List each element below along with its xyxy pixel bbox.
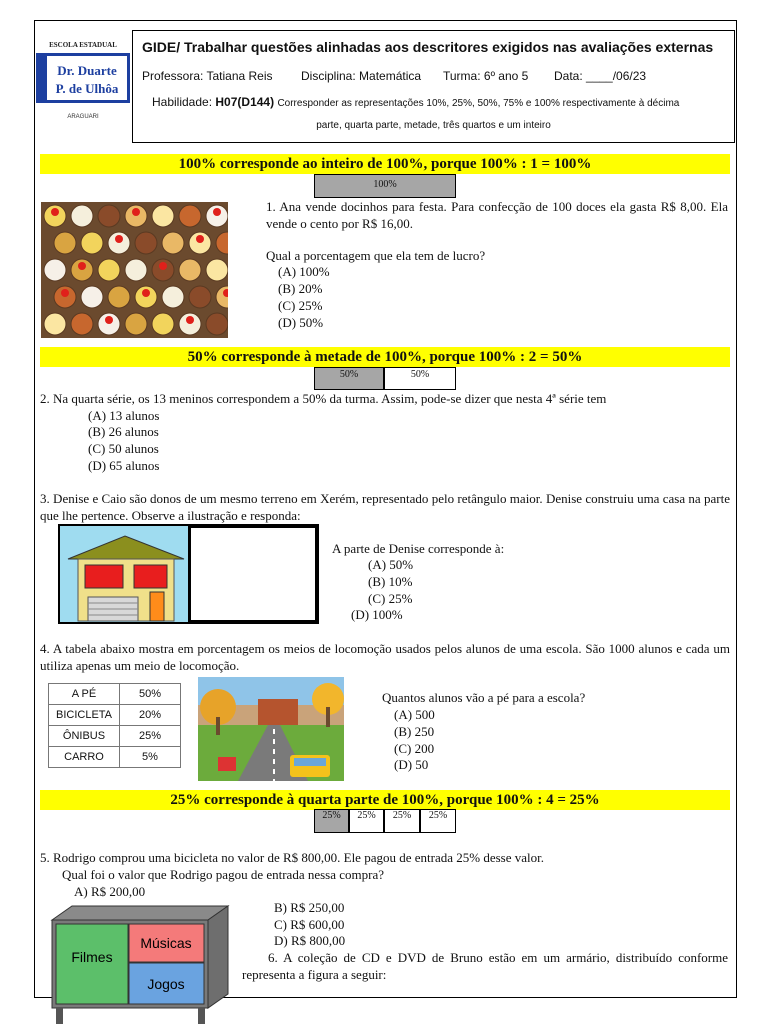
q2-option-a: (A) 13 alunos xyxy=(88,408,160,423)
q5-option-d: D) R$ 800,00 xyxy=(274,933,346,948)
transport-percent-cell: 50% xyxy=(120,684,181,705)
q5-option-c: C) R$ 600,00 xyxy=(274,917,345,932)
q1-question: Qual a porcentagem que ela tem de lucro? xyxy=(266,248,486,263)
q5-option-a: A) R$ 200,00 xyxy=(74,884,146,899)
transport-mode-cell: BICICLETA xyxy=(49,705,120,726)
q3-option-b: (B) 10% xyxy=(368,574,413,589)
section-heading-25: 25% corresponde à quarta parte de 100%, porque 100% : 4 = 25% xyxy=(40,790,730,810)
q4-option-a: (A) 500 xyxy=(394,707,435,722)
class-label: Turma: 6º ano 5 xyxy=(443,69,529,83)
sweets-image xyxy=(41,202,228,338)
school-logo xyxy=(35,38,131,123)
q5-text: 5. Rodrigo comprou uma bicicleta no valor de R$ 800,00. Ele pagou de entrada 25% desse valor. xyxy=(40,850,544,865)
transport-table xyxy=(48,683,181,768)
q3-option-d: (D) 100% xyxy=(351,607,403,622)
bar-50-left: 50% xyxy=(314,367,384,390)
teacher-label: Professora: Tatiana Reis xyxy=(142,69,273,83)
skill-text-2: parte, quarta parte, metade, três quartos e um inteiro xyxy=(316,120,551,131)
bar-25-3: 25% xyxy=(384,809,420,833)
table-row xyxy=(49,684,181,705)
transport-mode-cell: A PÉ xyxy=(49,684,120,705)
section-heading-50: 50% corresponde à metade de 100%, porque 100% : 2 = 50% xyxy=(40,347,730,367)
skill-line xyxy=(152,95,679,109)
q4-option-c: (C) 200 xyxy=(394,741,435,756)
q1-option-a: (A) 100% xyxy=(278,264,330,279)
school-top-text: ESCOLA ESTADUAL xyxy=(49,41,117,49)
cabinet-label-jogos: Jogos xyxy=(147,976,185,992)
bar-50-right: 50% xyxy=(384,367,456,390)
house-illustration xyxy=(58,524,319,624)
q1-text: 1. Ana vende docinhos para festa. Para confecção de 100 doces ela gasta R$ 8,00. Ela vende o cento por R$ 16,00. xyxy=(266,199,728,231)
transport-percent-cell: 20% xyxy=(120,705,181,726)
table-row xyxy=(49,747,181,768)
q3-text: 3. Denise e Caio são donos de um mesmo terreno em Xerém, representado pelo retângulo maior. Denise construiu uma casa na parte que lhe pertence. Observe a ilustração e responda: xyxy=(40,491,730,523)
skill-code: H07(D144) xyxy=(215,95,275,109)
school-city: ARAGUARI xyxy=(67,114,99,120)
transport-percent-cell: 25% xyxy=(120,726,181,747)
q2-option-d: (D) 65 alunos xyxy=(88,458,160,473)
skill-text-1: Corresponder as representações 10%, 25%, 50%, 75% e 100% respectivamente à décima xyxy=(277,98,680,109)
transport-mode-cell: ÔNIBUS xyxy=(49,726,120,747)
section-heading-100: 100% corresponde ao inteiro de 100%, porque 100% : 1 = 100% xyxy=(40,154,730,174)
q1-option-d: (D) 50% xyxy=(278,315,324,330)
q4-text: 4. A tabela abaixo mostra em porcentagem os meios de locomoção usados pelos alunos de uma escola. São 1000 alunos e cada um utiliza apenas um meio de locomoção. xyxy=(40,641,730,673)
skill-label: Habilidade: xyxy=(152,95,213,109)
q6-text: 6. A coleção de CD e DVD de Bruno estão em um armário, distribuído conforme representa a figura a seguir: xyxy=(242,950,728,982)
school-name-1: Dr. Duarte xyxy=(57,63,117,78)
q1-option-b: (B) 20% xyxy=(278,281,323,296)
q4-question: Quantos alunos vão a pé para a escola? xyxy=(382,690,586,705)
q5-option-b: B) R$ 250,00 xyxy=(274,900,345,915)
subject-label: Disciplina: Matemática xyxy=(301,69,422,83)
q5-question: Qual foi o valor que Rodrigo pagou de entrada nessa compra? xyxy=(62,867,385,882)
q2-option-b: (B) 26 alunos xyxy=(88,424,159,439)
cabinet-illustration xyxy=(48,904,238,1024)
bar-100: 100% xyxy=(314,174,456,198)
transport-mode-cell: CARRO xyxy=(49,747,120,768)
school-name-2: P. de Ulhôa xyxy=(55,81,119,96)
q3-question: A parte de Denise corresponde à: xyxy=(332,541,505,556)
q2-text: 2. Na quarta série, os 13 meninos correspondem a 50% da turma. Assim, pode-se dizer que nesta 4ª série tem xyxy=(40,391,607,406)
q2-option-c: (C) 50 alunos xyxy=(88,441,159,456)
q3-option-a: (A) 50% xyxy=(368,557,414,572)
q1-option-c: (C) 25% xyxy=(278,298,323,313)
q3-option-c: (C) 25% xyxy=(368,591,413,606)
worksheet-title: GIDE/ Trabalhar questões alinhadas aos descritores exigidos nas avaliações externas xyxy=(142,39,714,55)
header-box xyxy=(132,30,735,143)
school-street-image xyxy=(198,677,344,781)
date-label: Data: ____/06/23 xyxy=(554,69,647,83)
table-row xyxy=(49,726,181,747)
q4-option-d: (D) 50 xyxy=(394,757,429,772)
q4-option-b: (B) 250 xyxy=(394,724,435,739)
cabinet-label-filmes: Filmes xyxy=(71,949,113,965)
bar-25-4: 25% xyxy=(420,809,456,833)
transport-percent-cell: 5% xyxy=(120,747,181,768)
bar-25-2: 25% xyxy=(349,809,384,833)
table-row xyxy=(49,705,181,726)
cabinet-label-musicas: Músicas xyxy=(140,935,192,951)
bar-25-1: 25% xyxy=(314,809,349,833)
